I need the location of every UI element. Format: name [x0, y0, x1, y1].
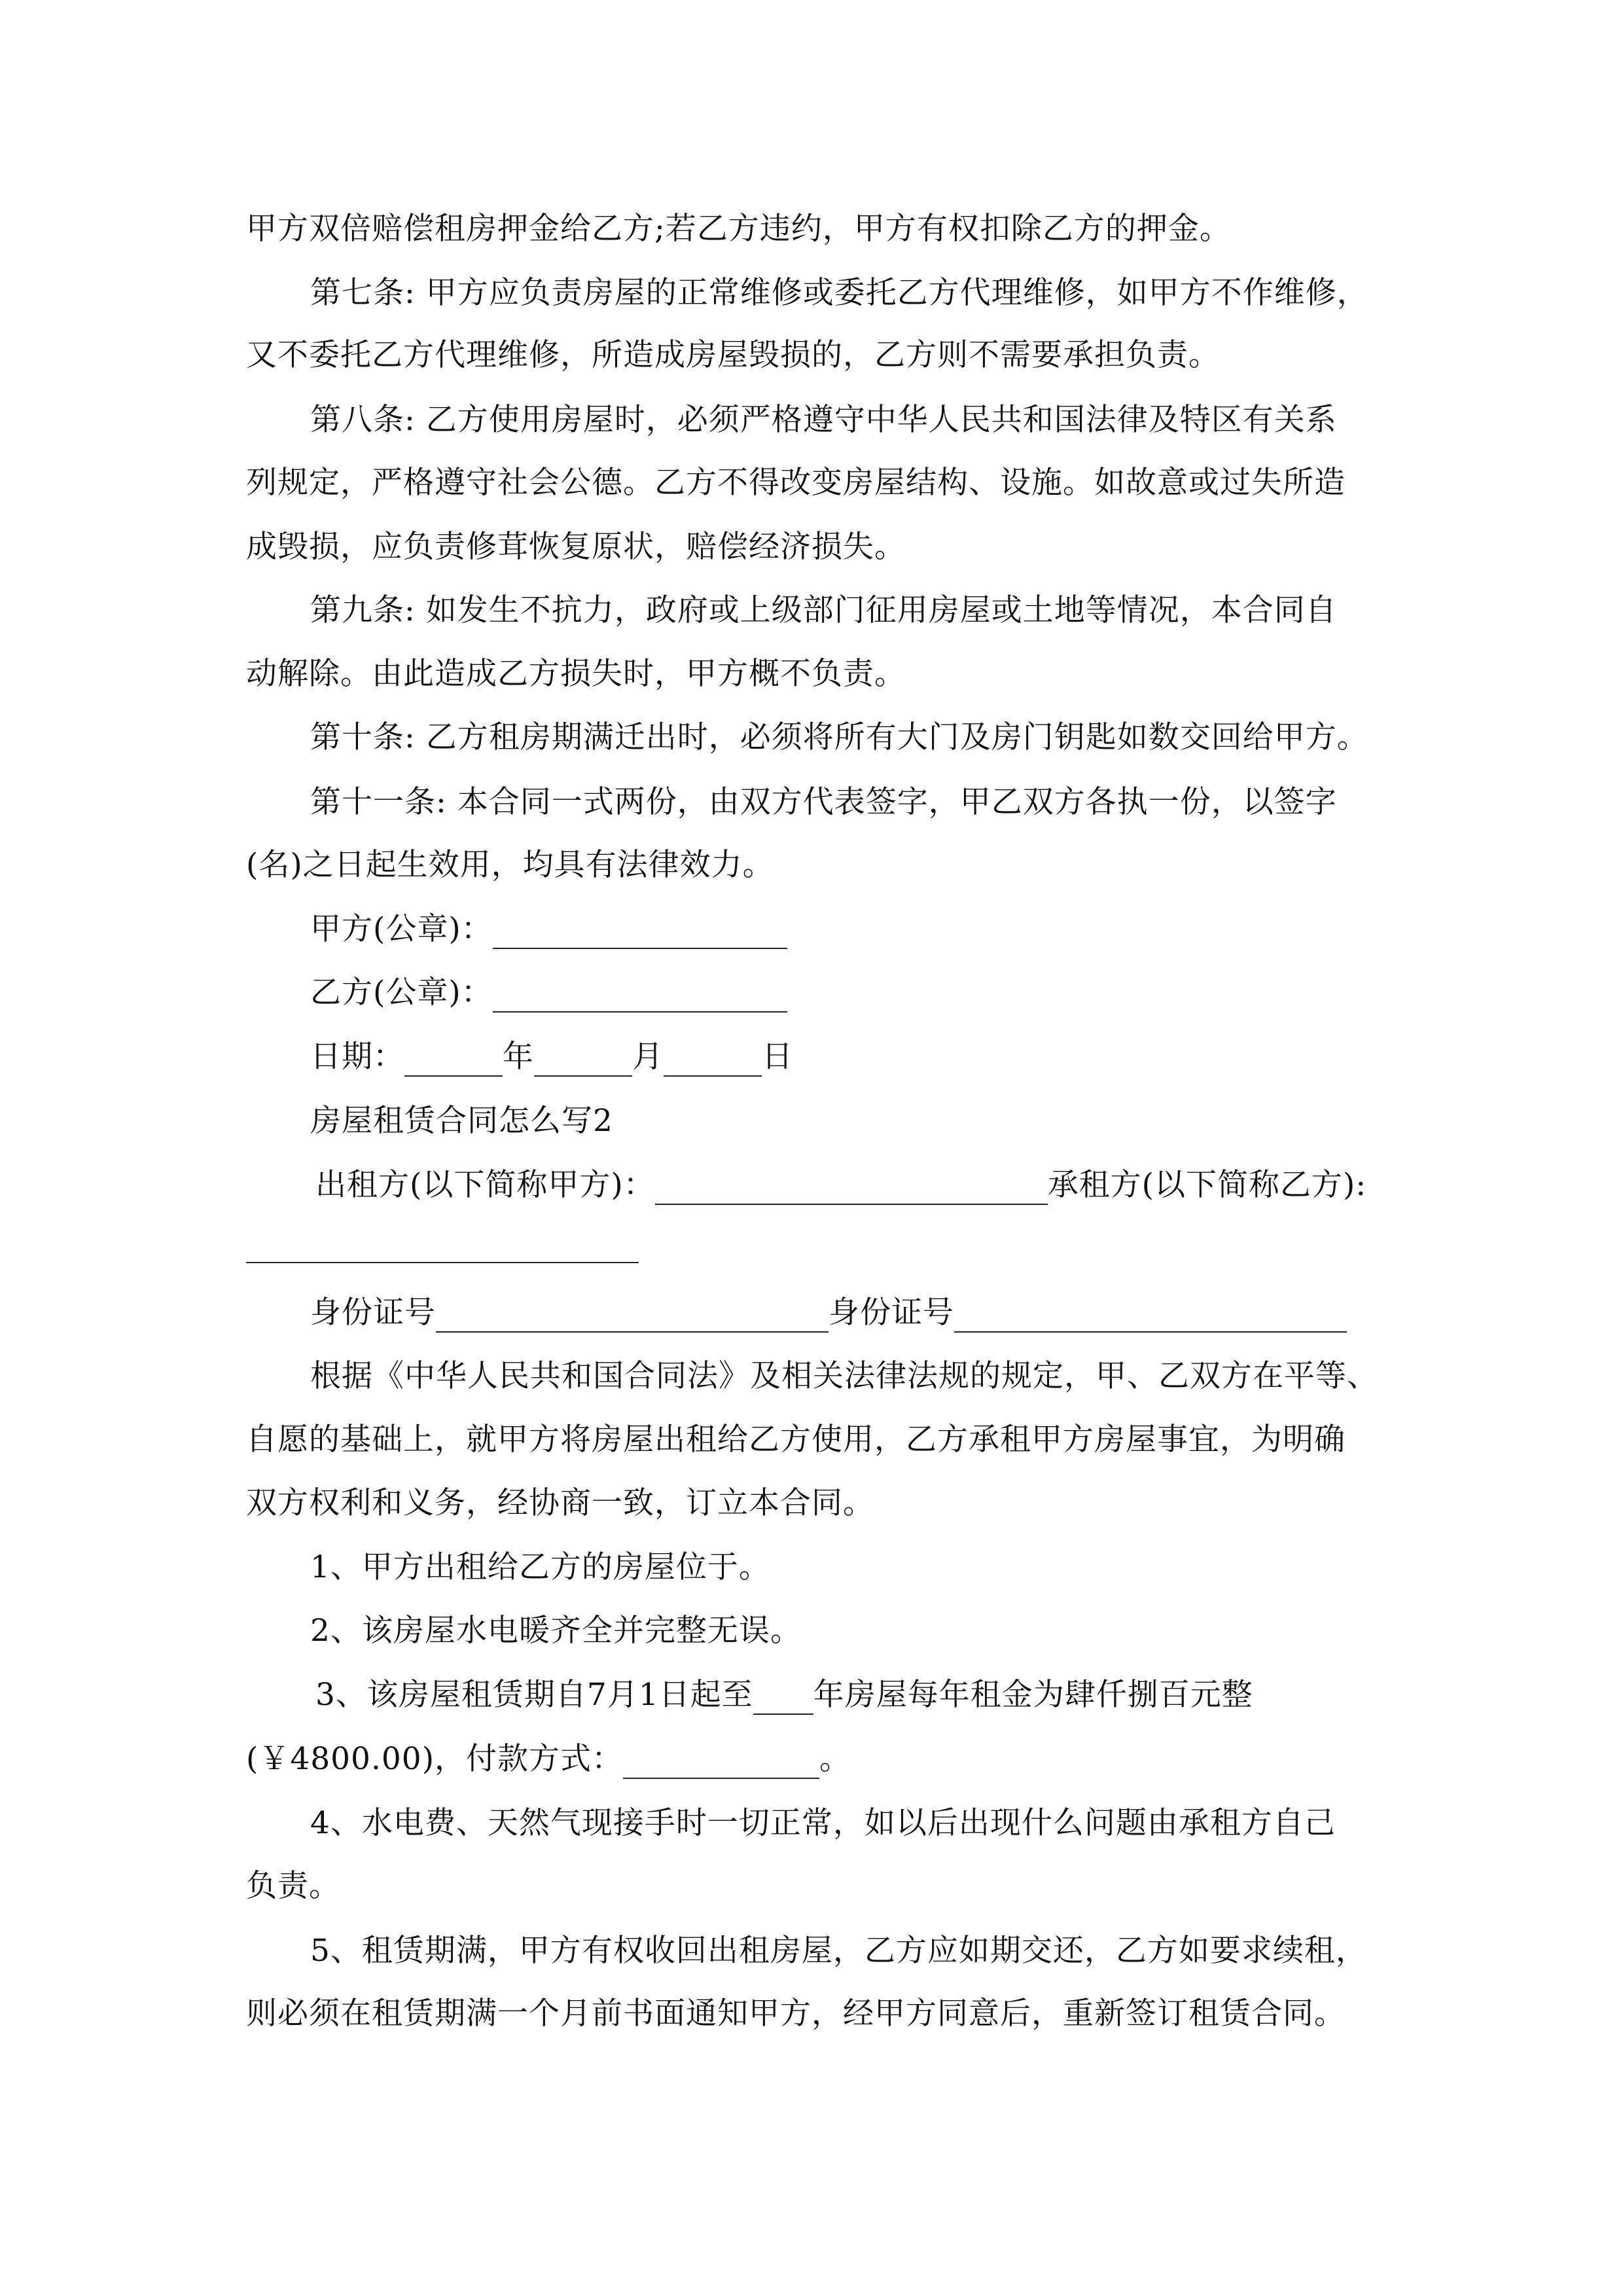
lessee-label: 承租方(以下简称乙方): — [1047, 1167, 1367, 1203]
party-b-blank[interactable] — [493, 982, 787, 1013]
day-label: 日 — [762, 1039, 793, 1075]
month-label: 月 — [632, 1039, 664, 1075]
clause-line: 成毁损，应负责修茸恢复原状，赔偿经济损失。 — [246, 529, 906, 565]
month-blank[interactable] — [534, 1047, 632, 1077]
item-1: 1、甲方出租给乙方的房屋位于。 — [310, 1549, 770, 1585]
section-heading: 房屋租赁合同怎么写2 — [310, 1103, 613, 1139]
intro-line: 根据《中华人民共和国合同法》及相关法律法规的规定，甲、乙双方在平等、 — [310, 1358, 1378, 1394]
payment-method-blank[interactable] — [623, 1749, 819, 1779]
clause-line: 动解除。由此造成乙方损失时，甲方概不负责。 — [246, 656, 906, 692]
item-5-cont: 则必须在租赁期满一个月前书面通知甲方，经甲方同意后，重新签订租赁合同。 — [246, 1996, 1346, 2032]
year-blank[interactable] — [404, 1047, 503, 1077]
party-a-label: 甲方(公章)： — [310, 911, 493, 947]
item-3-text-a: 3、该房屋租赁期自7月1日起至 — [315, 1677, 753, 1713]
clause-line: 列规定，严格遵守社会公德。乙方不得改变房屋结构、设施。如故意或过失所造 — [246, 465, 1346, 501]
clause-11-line: 第十一条: 本合同一式两份，由双方代表签字，甲乙双方各执一份，以签字 — [310, 784, 1337, 820]
intro-line: 双方权利和义务，经协商一致，订立本合同。 — [246, 1485, 874, 1521]
party-a-blank[interactable] — [493, 919, 787, 949]
clause-10-line: 第十条: 乙方租房期满迁出时，必须将所有大门及房门钥匙如数交回给甲方。 — [310, 719, 1368, 755]
item-4: 4、水电费、天然气现接手时一切正常，如以后出现什么问题由承租方自己 — [310, 1805, 1336, 1841]
item-3-text-b: 年房屋每年租金为肆仟捌百元整 — [813, 1677, 1253, 1713]
item-2: 2、该房屋水电暖齐全并完整无误。 — [310, 1613, 802, 1649]
term-year-blank[interactable] — [753, 1685, 813, 1715]
id-a-label: 身份证号 — [310, 1295, 436, 1331]
clause-8-line: 第八条: 乙方使用房屋时，必须严格遵守中华人民共和国法律及特区有关系 — [310, 402, 1337, 438]
year-label: 年 — [503, 1039, 534, 1075]
party-b-label: 乙方(公章)： — [310, 975, 493, 1011]
item-3-payment-line — [246, 1740, 851, 1779]
clause-line: (名)之日起生效用，均具有法律效力。 — [246, 847, 774, 883]
party-a-signature — [310, 910, 787, 949]
lessor-blank[interactable] — [655, 1175, 1048, 1205]
clause-9-line: 第九条: 如发生不抗力，政府或上级部门征用房屋或土地等情况，本合同自 — [310, 592, 1337, 628]
lessor-label: 出租方(以下简称甲方)： — [315, 1167, 655, 1203]
item-3-text-c: (￥4800.00)，付款方式： — [246, 1741, 624, 1777]
id-b-label: 身份证号 — [829, 1295, 954, 1331]
date-label: 日期： — [310, 1039, 404, 1075]
party-b-signature — [310, 973, 787, 1013]
intro-line: 自愿的基础上，就甲方将房屋出租给乙方使用，乙方承租甲方房屋事宜，为明确 — [246, 1422, 1346, 1458]
clause-line: 又不委托乙方代理维修，所造成房屋毁损的，乙方则不需要承担负责。 — [246, 337, 1220, 373]
lessee-blank[interactable] — [246, 1262, 639, 1263]
parties-row — [315, 1166, 1366, 1205]
id-b-blank[interactable] — [954, 1302, 1347, 1333]
item-3-line — [315, 1676, 1253, 1715]
id-a-blank[interactable] — [436, 1302, 829, 1333]
item-5: 5、租赁期满，甲方有权收回出租房屋，乙方应如期交还，乙方如要求续租， — [310, 1933, 1367, 1969]
day-blank[interactable] — [664, 1047, 762, 1077]
clause-line: 甲方双倍赔偿租房押金给乙方;若乙方违约，甲方有权扣除乙方的押金。 — [246, 211, 1231, 247]
clause-7-line: 第七条: 甲方应负责房屋的正常维修或委托乙方代理维修，如甲方不作维修， — [310, 275, 1368, 311]
id-row — [310, 1293, 1347, 1333]
date-row — [310, 1037, 793, 1077]
item-4-cont: 负责。 — [246, 1868, 340, 1904]
item-3-text-d: 。 — [819, 1741, 851, 1777]
